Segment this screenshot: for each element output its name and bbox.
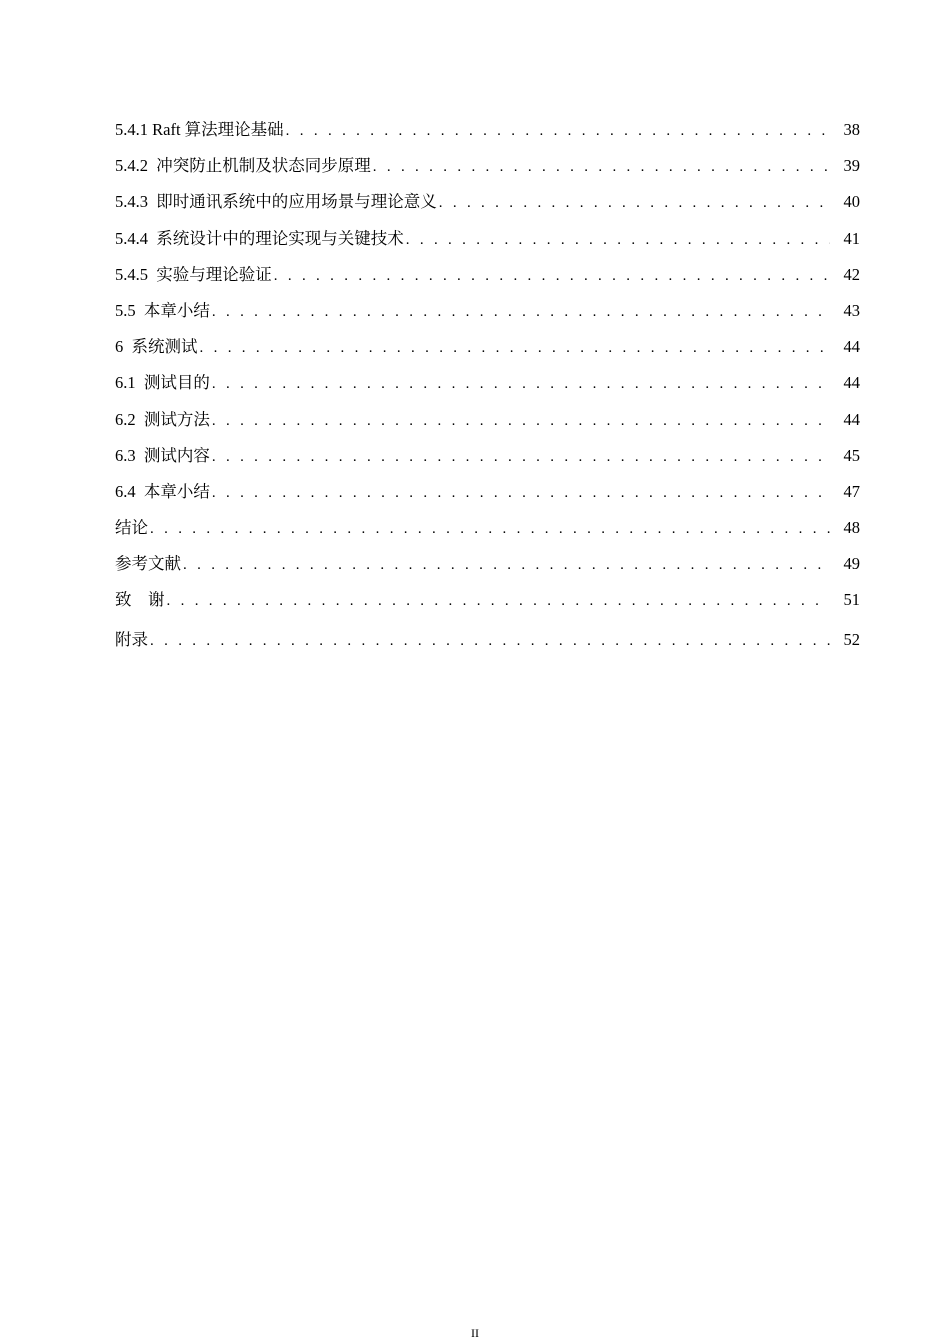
- toc-entry-page: 40: [843, 192, 860, 212]
- toc-entry-title: 即时通讯系统中的应用场景与理论意义: [156, 192, 437, 212]
- toc-entry-6[interactable]: [115, 329, 860, 365]
- toc-dot-leader: [274, 258, 830, 294]
- toc-entry-title: 本章小结: [143, 300, 210, 320]
- toc-entry-page: 52: [843, 629, 860, 649]
- toc-entry-5-4-1[interactable]: [115, 112, 860, 148]
- toc-entry-page: 44: [843, 337, 860, 357]
- toc-dot-leader: [286, 113, 830, 149]
- toc-entry-title: Raft 算法理论基础: [152, 120, 284, 139]
- toc-entry-number: 6.2: [115, 409, 144, 429]
- toc-entry-number: 5.4.1: [115, 120, 153, 139]
- toc-entry-number: 6: [115, 337, 132, 357]
- toc-dot-leader: [167, 583, 831, 619]
- toc-dot-leader: [200, 330, 831, 366]
- table-of-contents: [115, 112, 860, 658]
- toc-dot-leader: [406, 222, 830, 258]
- toc-entry-number: 6.3: [115, 445, 144, 465]
- toc-dot-leader: [212, 439, 830, 475]
- toc-entry-page: 47: [843, 481, 860, 501]
- toc-entry-5-5[interactable]: [115, 293, 860, 329]
- toc-entry-page: 42: [843, 264, 860, 284]
- toc-entry-5-4-4[interactable]: [115, 221, 860, 257]
- toc-entry-page: 43: [843, 300, 860, 320]
- toc-entry-6-3[interactable]: [115, 438, 860, 474]
- toc-entry-number: 5.4.5: [115, 264, 157, 284]
- toc-entry-references[interactable]: [115, 546, 860, 582]
- toc-entry-title: 系统设计中的理论实现与关键技术: [156, 228, 404, 248]
- toc-entry-title: 结论: [115, 518, 148, 538]
- toc-entry-number: 5.4.2: [115, 156, 157, 176]
- toc-entry-page: 48: [843, 518, 860, 538]
- toc-dot-leader: [212, 294, 830, 330]
- page-number-footer: II: [471, 1326, 479, 1340]
- toc-entry-title: 测试方法: [143, 409, 210, 429]
- toc-entry-title: 附录: [115, 629, 148, 649]
- toc-entry-page: 51: [843, 590, 860, 610]
- toc-entry-title: 冲突防止机制及状态同步原理: [156, 156, 371, 176]
- toc-entry-page: 44: [843, 373, 860, 393]
- toc-entry-page: 45: [843, 445, 860, 465]
- toc-entry-page: 44: [843, 409, 860, 429]
- toc-dot-leader: [150, 623, 830, 659]
- toc-entry-6-2[interactable]: [115, 402, 860, 438]
- toc-entry-page: 39: [843, 156, 860, 176]
- toc-entry-5-4-2[interactable]: [115, 148, 860, 184]
- toc-entry-5-4-3[interactable]: [115, 184, 860, 220]
- toc-dot-leader: [183, 547, 830, 583]
- toc-dot-leader: [212, 475, 830, 511]
- toc-entry-number: 6.1: [115, 373, 144, 393]
- toc-entry-title: 测试内容: [143, 445, 210, 465]
- toc-entry-page: 41: [843, 228, 860, 248]
- toc-dot-leader: [212, 366, 830, 402]
- toc-entry-title: 实验与理论验证: [156, 264, 272, 284]
- toc-entry-number: 5.4.3: [115, 192, 157, 212]
- toc-entry-number: 6.4: [115, 481, 144, 501]
- toc-dot-leader: [439, 185, 830, 221]
- toc-entry-5-4-5[interactable]: [115, 257, 860, 293]
- toc-entry-page: 49: [843, 554, 860, 574]
- toc-entry-number: 5.4.4: [115, 228, 157, 248]
- toc-dot-leader: [150, 511, 830, 547]
- toc-entry-6-4[interactable]: [115, 474, 860, 510]
- toc-dot-leader: [373, 149, 830, 185]
- toc-entry-number: 5.5: [115, 300, 144, 320]
- toc-entry-title: 测试目的: [143, 373, 210, 393]
- toc-entry-page: 38: [843, 120, 860, 139]
- toc-entry-title: 致 谢: [115, 590, 165, 610]
- toc-entry-conclusion[interactable]: [115, 510, 860, 546]
- toc-entry-title: 参考文献: [115, 554, 181, 574]
- toc-entry-title: 系统测试: [131, 337, 198, 357]
- toc-entry-title: 本章小结: [143, 481, 210, 501]
- toc-entry-appendix[interactable]: [115, 622, 860, 658]
- toc-entry-6-1[interactable]: [115, 365, 860, 401]
- toc-dot-leader: [212, 403, 830, 439]
- toc-entry-acknowledgements[interactable]: [115, 582, 860, 618]
